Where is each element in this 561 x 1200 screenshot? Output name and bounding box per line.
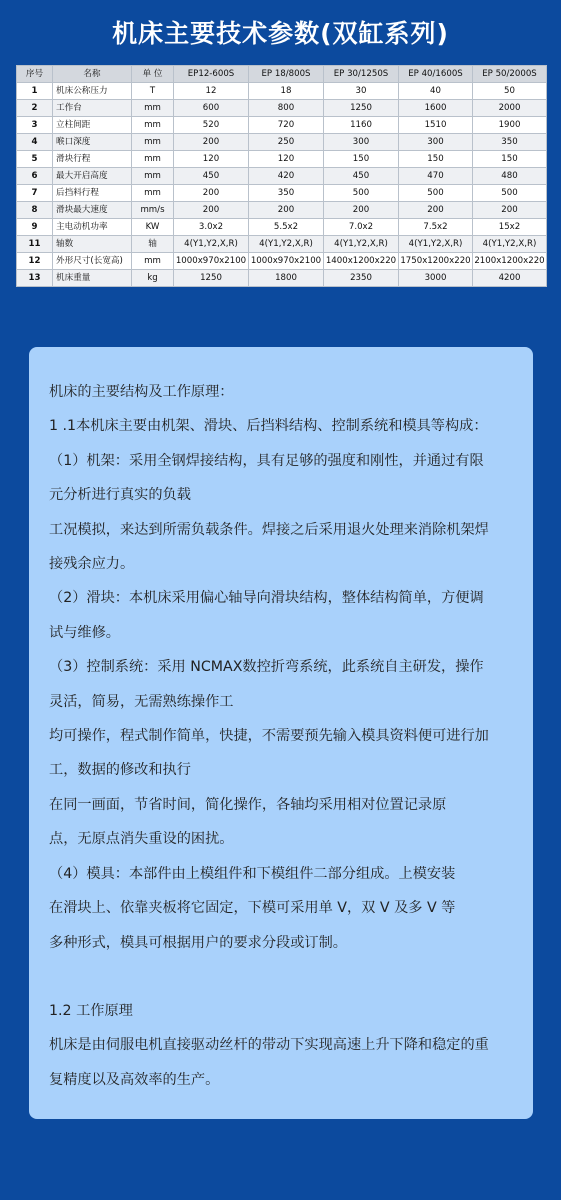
value-cell: 7.0x2 [324,219,399,236]
value-cell: 800 [249,100,324,117]
value-cell: 12 [174,83,249,100]
table-row [17,219,547,236]
unit-cell: T [132,83,174,100]
unit-cell: mm [132,100,174,117]
value-cell: 2000 [473,100,547,117]
description-line: 元分析进行真实的负载 [49,487,191,504]
description-line: 均可操作，程式制作简单，快捷，不需要预先输入模具资料便可进行加 [49,728,489,745]
description-line: 1.2 工作原理 [49,1002,133,1019]
value-cell: 1900 [473,117,547,134]
value-cell: 470 [399,168,473,185]
value-cell: 4(Y1,Y2,X,R) [473,236,547,253]
table-row [17,100,547,117]
value-cell: 1600 [399,100,473,117]
table-header-cell: 名称 [53,66,132,83]
table-row [17,134,547,151]
value-cell: 4(Y1,Y2,X,R) [324,236,399,253]
table-row [17,168,547,185]
description-line: 在滑块上、依靠夹板将它固定，下模可采用单 V，双 V 及多 V 等 [49,900,456,917]
table-row [17,151,547,168]
value-cell: 200 [473,202,547,219]
description-line: 试与维修。 [49,624,120,641]
description-line: （3）控制系统：采用 NCMAX数控折弯系统，此系统自主研发，操作 [49,659,484,676]
value-cell: 1000x970x2100 [249,253,324,270]
value-cell: 200 [249,202,324,219]
value-cell: 30 [324,83,399,100]
value-cell: 600 [174,100,249,117]
param-name-cell: 滑块行程 [53,151,132,168]
value-cell: 150 [399,151,473,168]
row-index-cell: 13 [17,270,53,287]
value-cell: 4(Y1,Y2,X,R) [399,236,473,253]
param-name-cell: 外形尺寸(长宽高) [53,253,132,270]
description-line: 1 .1本机床主要由机架、滑块、后挡料结构、控制系统和模具等构成： [49,418,488,435]
param-name-cell: 机床重量 [53,270,132,287]
param-name-cell: 滑块最大速度 [53,202,132,219]
value-cell: 200 [174,134,249,151]
table-row [17,253,547,270]
value-cell: 300 [399,134,473,151]
description-line: 在同一画面，节省时间，简化操作，各轴均采用相对位置记录原 [49,796,447,813]
description-line: 点，无原点消失重设的困扰。 [49,831,234,848]
value-cell: 200 [174,202,249,219]
row-index-cell: 5 [17,151,53,168]
param-name-cell: 喉口深度 [53,134,132,151]
description-line: （4）模具：本部件由上模组件和下模组件二部分组成。上模安装 [49,865,456,882]
row-index-cell: 12 [17,253,53,270]
value-cell: 200 [174,185,249,202]
table-header-cell: EP 40/1600S [399,66,473,83]
unit-cell: mm [132,134,174,151]
value-cell: 300 [324,134,399,151]
table-row [17,83,547,100]
value-cell: 1250 [174,270,249,287]
value-cell: 150 [324,151,399,168]
value-cell: 18 [249,83,324,100]
table-row [17,202,547,219]
value-cell: 1750x1200x220 [399,253,473,270]
value-cell: 200 [399,202,473,219]
value-cell: 1800 [249,270,324,287]
value-cell: 500 [399,185,473,202]
table-header-cell: 序号 [17,66,53,83]
value-cell: 480 [473,168,547,185]
description-panel [29,347,533,1119]
value-cell: 420 [249,168,324,185]
row-index-cell: 3 [17,117,53,134]
value-cell: 1250 [324,100,399,117]
table-row [17,236,547,253]
row-index-cell: 7 [17,185,53,202]
value-cell: 3.0x2 [174,219,249,236]
value-cell: 120 [249,151,324,168]
value-cell: 1400x1200x220 [324,253,399,270]
value-cell: 7.5x2 [399,219,473,236]
table-row [17,270,547,287]
description-line: （1）机架：采用全钢焊接结构，具有足够的强度和刚性，并通过有限 [49,452,484,469]
value-cell: 1160 [324,117,399,134]
value-cell: 3000 [399,270,473,287]
param-name-cell: 工作台 [53,100,132,117]
description-line: （2）滑块：本机床采用偏心轴导向滑块结构，整体结构简单，方便调 [49,590,484,607]
value-cell: 120 [174,151,249,168]
description-text [49,375,519,1097]
value-cell: 2100x1200x220 [473,253,547,270]
description-line: 复精度以及高效率的生产。 [49,1071,220,1088]
value-cell: 1510 [399,117,473,134]
value-cell: 150 [473,151,547,168]
value-cell: 4(Y1,Y2,X,R) [174,236,249,253]
value-cell: 350 [249,185,324,202]
value-cell: 450 [174,168,249,185]
unit-cell: mm [132,253,174,270]
value-cell: 1000x970x2100 [174,253,249,270]
description-line: 机床的主要结构及工作原理： [49,384,234,400]
table-row [17,117,547,134]
row-index-cell: 4 [17,134,53,151]
unit-cell: mm [132,117,174,134]
value-cell: 500 [324,185,399,202]
unit-cell: mm [132,168,174,185]
value-cell: 200 [324,202,399,219]
param-name-cell: 机床公称压力 [53,83,132,100]
description-line: 多种形式，模具可根据用户的要求分段或订制。 [49,934,347,951]
value-cell: 50 [473,83,547,100]
unit-cell: 轴 [132,236,174,253]
value-cell: 450 [324,168,399,185]
value-cell: 720 [249,117,324,134]
value-cell: 5.5x2 [249,219,324,236]
param-name-cell: 主电动机功率 [53,219,132,236]
value-cell: 250 [249,134,324,151]
unit-cell: KW [132,219,174,236]
row-index-cell: 1 [17,83,53,100]
table-header-row [17,66,547,83]
row-index-cell: 8 [17,202,53,219]
table-header-cell: EP 30/1250S [324,66,399,83]
description-line: 机床是由伺服电机直接驱动丝杆的带动下实现高速上升下降和稳定的重 [49,1037,489,1054]
row-index-cell: 11 [17,236,53,253]
unit-cell: mm [132,151,174,168]
value-cell: 2350 [324,270,399,287]
param-name-cell: 后挡料行程 [53,185,132,202]
unit-cell: mm [132,185,174,202]
value-cell: 40 [399,83,473,100]
value-cell: 15x2 [473,219,547,236]
value-cell: 500 [473,185,547,202]
row-index-cell: 2 [17,100,53,117]
param-name-cell: 最大开启高度 [53,168,132,185]
description-line [49,960,519,994]
table-header-cell: EP12-600S [174,66,249,83]
row-index-cell: 9 [17,219,53,236]
value-cell: 520 [174,117,249,134]
table-header-cell: EP 50/2000S [473,66,547,83]
description-line: 接残余应力。 [49,556,135,573]
unit-cell: mm/s [132,202,174,219]
spec-table [16,65,547,287]
spec-table-container [16,65,546,287]
description-line: 工况模拟，来达到所需负载条件。焊接之后采用退火处理来消除机架焊 [49,521,489,538]
table-header-cell: 单 位 [132,66,174,83]
value-cell: 4200 [473,270,547,287]
table-row [17,185,547,202]
value-cell: 4(Y1,Y2,X,R) [249,236,324,253]
param-name-cell: 立柱间距 [53,117,132,134]
table-header-cell: EP 18/800S [249,66,324,83]
description-line: 工，数据的修改和执行 [49,762,191,779]
row-index-cell: 6 [17,168,53,185]
param-name-cell: 轴数 [53,236,132,253]
unit-cell: kg [132,270,174,287]
value-cell: 350 [473,134,547,151]
description-line: 灵活，简易，无需熟练操作工 [49,693,234,710]
page-title: 机床主要技术参数(双缸系列) [112,19,449,48]
